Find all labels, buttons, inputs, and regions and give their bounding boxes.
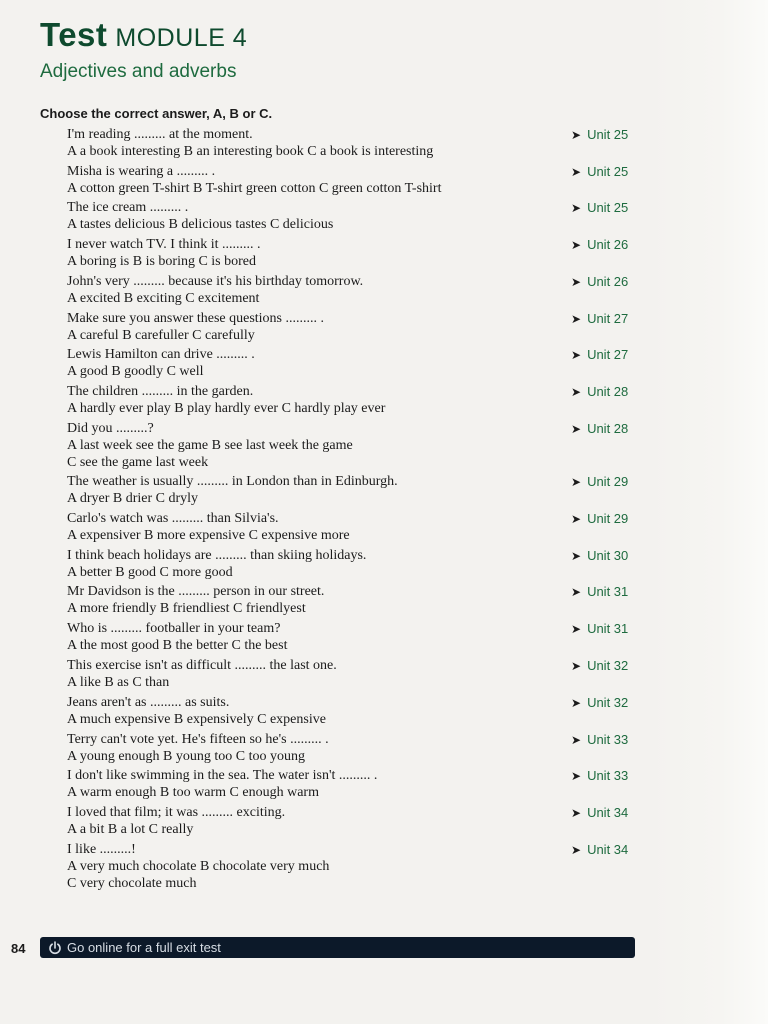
unit-label: Unit 27 (587, 347, 629, 362)
unit-label: Unit 34 (587, 842, 629, 857)
arrow-icon: ➤ (571, 806, 582, 820)
question-options: A the most good B the better C the best (67, 638, 288, 653)
unit-reference[interactable] (571, 126, 628, 144)
unit-label: Unit 33 (587, 768, 629, 783)
unit-reference[interactable] (571, 620, 628, 638)
unit-reference[interactable] (571, 804, 628, 822)
arrow-icon: ➤ (571, 696, 582, 710)
unit-label: Unit 34 (587, 805, 629, 820)
title-module: MODULE 4 (115, 24, 248, 52)
question-text: Misha is wearing a ......... . (67, 164, 216, 179)
question-text: I loved that film; it was ......... exciting. (67, 805, 286, 820)
question-options: A excited B exciting C excitement (67, 291, 260, 306)
arrow-icon: ➤ (571, 733, 582, 747)
unit-reference[interactable] (571, 583, 628, 601)
unit-reference[interactable] (571, 841, 628, 859)
arrow-icon: ➤ (571, 769, 582, 783)
arrow-icon: ➤ (571, 549, 582, 563)
arrow-icon: ➤ (571, 622, 582, 636)
question-text: Carlo's watch was ......... than Silvia's. (67, 511, 279, 526)
question-options: A young enough B young too C too young (67, 749, 306, 764)
arrow-icon: ➤ (571, 165, 582, 179)
banner-text: Go online for a full exit test (67, 940, 221, 955)
unit-reference[interactable] (571, 547, 628, 565)
question-text: Terry can't vote yet. He's fifteen so he's ......... . (67, 732, 329, 747)
unit-reference[interactable] (571, 236, 628, 254)
unit-reference[interactable] (571, 473, 628, 491)
question-text: The children ......... in the garden. (67, 384, 254, 399)
title-test: Test (40, 16, 108, 53)
question-options: A a bit B a lot C really (67, 822, 194, 837)
arrow-icon: ➤ (571, 475, 582, 489)
unit-label: Unit 28 (587, 384, 629, 399)
unit-reference[interactable] (571, 731, 628, 749)
unit-label: Unit 33 (587, 732, 629, 747)
question-options: A a book interesting B an interesting book C a book is interesting (67, 144, 434, 159)
question-text: The ice cream ......... . (67, 200, 189, 215)
question-options: A careful B carefuller C carefully (67, 328, 255, 343)
question-text: John's very ......... because it's his birthday tomorrow. (67, 274, 364, 289)
question-options: A hardly ever play B play hardly ever C hardly play ever (67, 401, 386, 416)
question-text: Make sure you answer these questions ......... . (67, 311, 325, 326)
question-text: Lewis Hamilton can drive ......... . (67, 347, 255, 362)
unit-label: Unit 25 (587, 127, 629, 142)
page-edge (650, 0, 768, 1024)
question-text: I think beach holidays are ......... than skiing holidays. (67, 548, 367, 563)
question-options: A dryer B drier C dryly (67, 491, 199, 506)
unit-label: Unit 25 (587, 164, 629, 179)
question-options: A boring is B is boring C is bored (67, 254, 257, 269)
instruction: Choose the correct answer, A, B or C. (40, 106, 273, 121)
unit-reference[interactable] (571, 420, 628, 438)
page-number: 84 (11, 941, 26, 956)
question-text: Mr Davidson is the ......... person in our street. (67, 584, 325, 599)
question-text: Did you .........? (67, 421, 154, 436)
question-text: Who is ......... footballer in your team? (67, 621, 281, 636)
arrow-icon: ➤ (571, 275, 582, 289)
unit-label: Unit 27 (587, 311, 629, 326)
arrow-icon: ➤ (571, 312, 582, 326)
unit-label: Unit 25 (587, 200, 629, 215)
question-options: A warm enough B too warm C enough warm (67, 785, 319, 800)
arrow-icon: ➤ (571, 385, 582, 399)
unit-label: Unit 26 (587, 237, 629, 252)
question-text: I never watch TV. I think it ......... . (67, 237, 261, 252)
unit-label: Unit 31 (587, 621, 629, 636)
question-options: A tastes delicious B delicious tastes C delicious (67, 217, 334, 232)
arrow-icon: ➤ (571, 422, 582, 436)
unit-label: Unit 32 (587, 658, 629, 673)
question-options: A much expensive B expensively C expensive (67, 712, 326, 727)
power-icon (46, 939, 63, 956)
question-text: I like .........! (67, 842, 136, 857)
unit-label: Unit 29 (587, 474, 629, 489)
page-title (40, 16, 247, 54)
question-options: C very chocolate much (67, 876, 197, 891)
arrow-icon: ➤ (571, 585, 582, 599)
unit-reference[interactable] (571, 510, 628, 528)
page-subtitle: Adjectives and adverbs (40, 61, 237, 82)
unit-reference[interactable] (571, 199, 628, 217)
unit-label: Unit 28 (587, 421, 629, 436)
question-text: This exercise isn't as difficult ......... the last one. (67, 658, 337, 673)
arrow-icon: ➤ (571, 348, 582, 362)
arrow-icon: ➤ (571, 201, 582, 215)
unit-reference[interactable] (571, 694, 628, 712)
arrow-icon: ➤ (571, 238, 582, 252)
question-options: A more friendly B friendliest C friendlyest (67, 601, 306, 616)
question-options: A expensiver B more expensive C expensive more (67, 528, 350, 543)
unit-label: Unit 29 (587, 511, 629, 526)
unit-label: Unit 31 (587, 584, 629, 599)
unit-label: Unit 32 (587, 695, 629, 710)
question-options: C see the game last week (67, 455, 209, 470)
question-options: A better B good C more good (67, 565, 233, 580)
question-options: A cotton green T-shirt B T-shirt green cotton C green cotton T-shirt (67, 181, 442, 196)
unit-reference[interactable] (571, 346, 628, 364)
question-options: A very much chocolate B chocolate very much (67, 859, 330, 874)
arrow-icon: ➤ (571, 659, 582, 673)
question-text: Jeans aren't as ......... as suits. (67, 695, 230, 710)
unit-reference[interactable] (571, 383, 628, 401)
unit-reference[interactable] (571, 310, 628, 328)
question-text: I'm reading ......... at the moment. (67, 127, 253, 142)
online-test-banner[interactable] (40, 937, 635, 958)
unit-label: Unit 30 (587, 548, 629, 563)
unit-reference[interactable] (571, 273, 628, 291)
unit-label: Unit 26 (587, 274, 629, 289)
unit-reference[interactable] (571, 657, 628, 675)
question-options: A like B as C than (67, 675, 170, 690)
question-text: The weather is usually ......... in London than in Edinburgh. (67, 474, 398, 489)
arrow-icon: ➤ (571, 128, 582, 142)
unit-reference[interactable] (571, 767, 628, 785)
unit-reference[interactable] (571, 163, 628, 181)
arrow-icon: ➤ (571, 512, 582, 526)
question-text: I don't like swimming in the sea. The water isn't ......... . (67, 768, 378, 783)
question-options: A last week see the game B see last week the game (67, 438, 353, 453)
arrow-icon: ➤ (571, 843, 582, 857)
question-options: A good B goodly C well (67, 364, 204, 379)
